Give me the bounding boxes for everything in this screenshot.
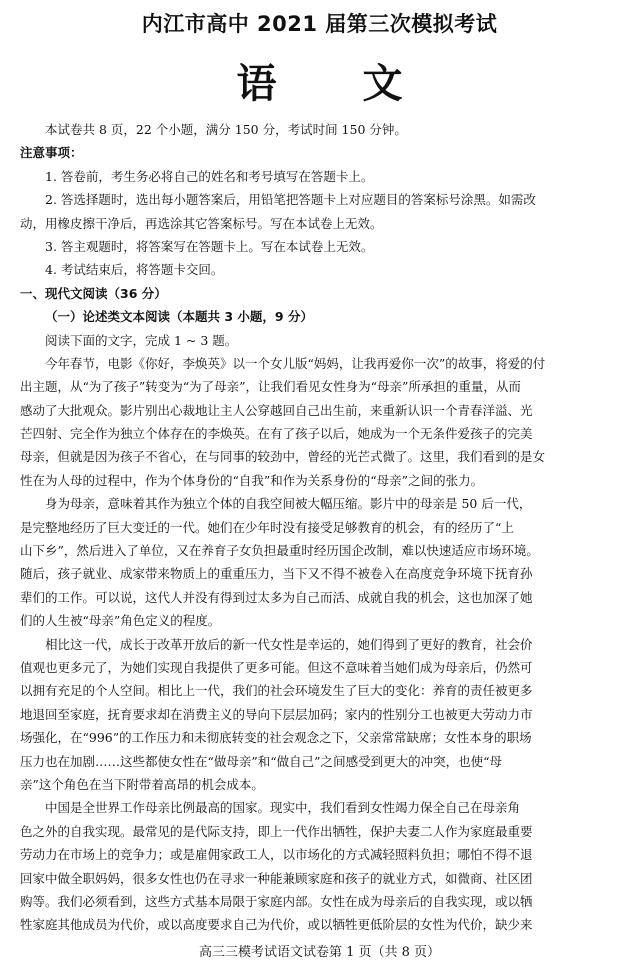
passage-line: 山下乡”，然后进入了单位，又在养育子女负担最重时经历国企改制，难以快速适应市场环境。 xyxy=(20,543,539,559)
passage-line: 回家中做全职妈妈，很多女性也仍在寻求一种能兼顾家庭和孩子的就业方式，如微商、社区团 xyxy=(20,870,533,886)
section-heading: 一、现代文阅读（36 分） xyxy=(20,285,167,301)
passage-line: 性在为人母的过程中，作为个体身份的“自我”和作为关系身份的“母亲”之间的张力。 xyxy=(20,472,484,488)
passage-line: 们的人生被“母亲”角色定义的程度。 xyxy=(20,613,221,629)
passage-line: 值观也更多元了，为她们实现自我提供了更多可能。但这不意味着当她们成为母亲后，仍然可 xyxy=(20,659,533,675)
notice-item: 2. 答选择题时，选出每小题答案后，用铅笔把答题卡上对应题目的答案标号涂黑。如需改 xyxy=(45,192,536,208)
notice-item: 动，用橡皮擦干净后，再选涂其它答案标号。写在本试卷上无效。 xyxy=(20,215,383,231)
passage-line: 芒四射、完全作为独立个体存在的李焕英。在有了孩子以后，她成为一个无条件爱孩子的完美 xyxy=(20,426,533,442)
passage-paragraph-3 xyxy=(20,633,626,797)
passage-line: 身为母亲，意味着其作为独立个体的自我空间被大幅压缩。影片中的母亲是 50 后一代， xyxy=(45,496,532,512)
passage-line: 母亲，但就是因为孩子不省心，在与同事的较劲中，曾经的光芒式微了。这里，我们看到的是女 xyxy=(20,449,546,465)
passage-line: 色之外的自我实现。最常见的是代际支持，即上一代作出牺牲，保护夫妻二人作为家庭最重要 xyxy=(20,823,533,839)
page-footer: 高三三模考试语文试卷第 1 页（共 8 页） xyxy=(198,945,441,960)
passage-line: 地退回至家庭，抚育要求却在消费主义的导向下层层加码；家内的性别分工也被更大劳动力市 xyxy=(20,706,533,722)
passage-paragraph-2 xyxy=(20,492,626,632)
notice-item: 1. 答卷前，考生务必将自己的姓名和考号填写在答题卡上。 xyxy=(45,168,374,184)
notice-heading: 注意事项： xyxy=(20,145,83,161)
passage-line: 场强化，在“996”的工作压力和未彻底转变的社会观念之下，父亲常常缺席；女性本身的职场 xyxy=(20,730,532,746)
passage-paragraph-4 xyxy=(20,796,626,936)
passage-line: 辈们的工作。可以说，这代人并没有得到过太多为自己而活、成就自我的机会，这也加深了她 xyxy=(20,589,533,605)
passage-line: 相比这一代，成长于改革开放后的新一代女性是幸运的，她们得到了更好的教育，社会价 xyxy=(45,636,533,652)
notice-item: 4. 考试结束后，将答题卡交回。 xyxy=(45,262,224,278)
passage-line: 亲”这个角色在当下附带着高昂的机会成本。 xyxy=(20,776,264,792)
passage-line: 出主题，从“为了孩子”转变为“为了母亲”，让我们看见女性身为“母亲”所承担的重量，从而 xyxy=(20,379,521,395)
passage-line: 今年春节，电影《你好，李焕英》以一个女儿版“妈妈，让我再爱你一次”的故事，将爱的付 xyxy=(45,355,546,371)
passage-line: 购等。我们必须看到，这些方式基本局限于家庭内部。女性在成为母亲后的自我实现，或以牺 xyxy=(20,893,533,909)
document-body xyxy=(20,118,626,937)
passage-line: 是完整地经历了巨大变迁的一代。她们在少年时没有接受足够教育的机会，有的经历了“上 xyxy=(20,519,514,535)
passage-paragraph-1 xyxy=(20,352,626,492)
subject-title: 语 文 xyxy=(236,61,439,107)
passage-line: 随后，孩子就业、成家带来物质上的重重压力，当下又不得不被卷入在高度竞争环境下抚育孙 xyxy=(20,566,533,582)
exam-title: 内江市高中 2021 届第三次模拟考试 xyxy=(141,12,498,36)
passage-line: 压力也在加剧……这些都使女性在“做母亲”和“做自己”之间感受到更大的冲突，也使“母 xyxy=(20,753,502,769)
intro-text: 本试卷共 8 页，22 个小题，满分 150 分，考试时间 150 分钟。 xyxy=(45,122,407,137)
passage-line: 感动了大批观众。影片别出心裁地让主人公穿越回自己出生前，来重新认识一个青春洋溢、光 xyxy=(20,402,533,418)
subsection-heading: （一）论述类文本阅读（本题共 3 小题，9 分） xyxy=(45,309,313,325)
passage-line: 以拥有充足的个人空间。相比上一代，我们的社会环境发生了巨大的变化：养育的责任被更多 xyxy=(20,683,533,699)
passage-line: 牲家庭其他成员为代价，或以高度要求自己为代价，或以牺牲更低阶层的女性为代价，缺少来 xyxy=(20,917,533,933)
reading-instruction: 阅读下面的文字，完成 1 ~ 3 题。 xyxy=(45,332,238,348)
passage-line: 中国是全世界工作母亲比例最高的国家。现实中，我们看到女性竭力保全自己在母亲角 xyxy=(45,800,521,816)
notice-item: 3. 答主观题时，将答案写在答题卡上。写在本试卷上无效。 xyxy=(45,238,374,254)
passage-line: 劳动力在市场上的竞争力；或是雇佣家政工人，以市场化的方式减轻照料负担；哪怕不得不退 xyxy=(20,847,533,863)
